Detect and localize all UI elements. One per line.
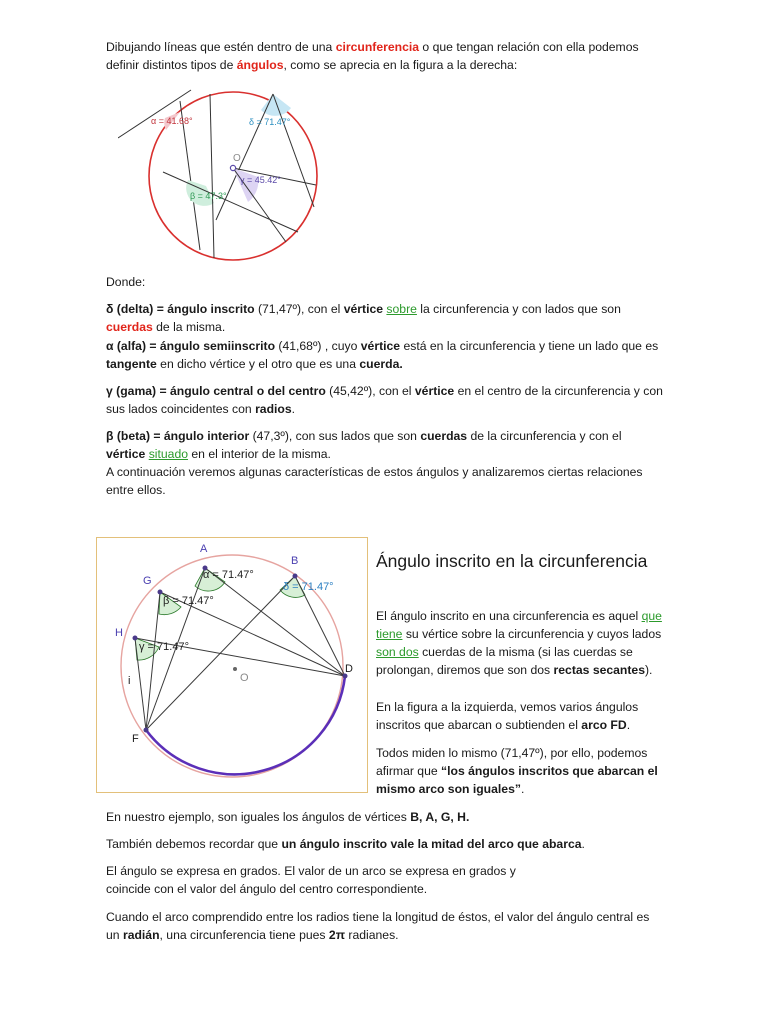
delta-paragraph <box>106 300 661 336</box>
beta-text: en el interior de la misma. <box>188 447 331 461</box>
recordar-bold: un ángulo inscrito vale la mitad del arco que abarca <box>281 837 582 851</box>
continuacion-paragraph: A continuación veremos algunas características de estos ángulos y analizaremos ciertas relaciones entre ellos. <box>106 465 643 497</box>
gama-text: en el centro de la circunferencia y con sus lados coincidentes con <box>106 384 663 416</box>
p3-quote: “los ángulos inscritos que abarcan el mismo arco son iguales” <box>376 764 658 796</box>
delta-text: de la misma. <box>152 320 226 334</box>
link-son-dos[interactable]: son dos <box>376 645 419 659</box>
chord-delta-1 <box>216 94 273 220</box>
alfa-tangente: tangente <box>106 357 157 371</box>
gamma-label: γ = 45.42° <box>240 175 281 185</box>
center-point <box>230 165 235 170</box>
delta-cuerdas: cuerdas <box>106 320 153 334</box>
recordar-text: . <box>581 837 585 851</box>
arc-fd <box>146 676 345 774</box>
alfa-cuerda: cuerda. <box>359 357 403 371</box>
p1-text: cuerdas de la misma (si las cuerdas se prolongan, diremos que son dos <box>376 645 633 677</box>
p3-text: . <box>520 782 525 796</box>
gama-vertice: vértice <box>414 384 455 398</box>
ejemplo-vertices: B, A, G, H. <box>410 810 470 824</box>
delta-label: δ = 71.47° <box>249 117 291 127</box>
radian-text: Cuando el arco comprendido entre los radios tiene la longitud de éstos, el valor del ángulo central es un <box>106 910 650 942</box>
radian-bold: radián <box>122 928 160 942</box>
link-que-tiene[interactable]: que tiene <box>376 609 662 641</box>
grados-paragraph: El ángulo se expresa en grados. El valor de un arco se expresa en grados y coincide con el valor del ángulo del centro correspondiente. <box>106 864 516 896</box>
alpha-label: α = 71.47° <box>203 569 254 581</box>
delta-text: la circunferencia y con lados que son <box>416 302 621 316</box>
recordar-paragraph <box>106 835 666 853</box>
gama-paragraph <box>106 382 666 418</box>
figure2-svg <box>97 538 368 793</box>
gama-text: (45,42º), con el <box>325 384 415 398</box>
alfa-paragraph <box>106 337 666 373</box>
gama-text: . <box>291 402 296 416</box>
recordar-text: También debemos recordar que <box>106 837 282 851</box>
beta-label: β = 71.47° <box>163 595 214 607</box>
section-paragraph-1 <box>376 607 668 679</box>
gamma-label: γ = 71.47° <box>139 641 189 653</box>
beta-paragraph <box>106 427 646 463</box>
alfa-text: (41,68º) , cuyo <box>275 339 361 353</box>
beta-cuerdas: cuerdas <box>420 429 468 443</box>
intro-paragraph <box>106 38 666 74</box>
label-F: F <box>132 733 139 745</box>
beta-term: β (beta) = ángulo interior <box>106 429 250 443</box>
alpha-label: α = 41.68° <box>151 116 193 126</box>
gama-radios: radios <box>255 402 292 416</box>
p1-text: El ángulo inscrito en una circunferencia es aquel <box>376 609 642 623</box>
label-B: B <box>291 555 299 567</box>
beta-text: (47,3º), con sus lados que son <box>249 429 421 443</box>
figure-inscribed-angles <box>96 537 368 793</box>
p1-text: su vértice sobre la circunferencia y cuyos lados <box>402 627 662 641</box>
label-A: A <box>200 543 208 555</box>
figure-angle-types <box>118 82 330 270</box>
chord-delta-2 <box>273 94 314 207</box>
delta-label: δ = 71.47° <box>283 581 334 593</box>
label-D: D <box>345 663 353 675</box>
label-O: O <box>240 672 249 684</box>
alfa-text: está en la circunferencia y tiene un lado que es <box>400 339 659 353</box>
label-i: i <box>128 675 131 687</box>
section-title: Ángulo inscrito en la circunferencia <box>376 551 648 571</box>
alfa-text: en dicho vértice y el otro que es una <box>156 357 360 371</box>
tangent-line <box>118 90 191 138</box>
gama-term: γ (gama) = ángulo central o del centro <box>106 384 326 398</box>
intro-text: , como se aprecia en la figura a la derecha: <box>283 58 518 72</box>
delta-vertice: vértice <box>343 302 384 316</box>
p3-text: Todos miden lo mismo (71,47º), por ello, podemos afirmar que <box>376 746 648 778</box>
beta-text: de la circunferencia y con el <box>467 429 622 443</box>
center-label: O <box>233 153 241 164</box>
beta-label: β = 47.3° <box>190 191 227 201</box>
ejemplo-text: En nuestro ejemplo, son iguales los ángulos de vértices <box>106 810 411 824</box>
intro-highlight-circunferencia: circunferencia <box>335 40 420 54</box>
intro-text: Dibujando líneas que estén dentro de una <box>106 40 336 54</box>
center-point <box>233 667 237 671</box>
link-situado[interactable]: situado <box>148 447 189 461</box>
p2-text: En la figura a la izquierda, vemos varios ángulos inscritos que abarcan o subtienden el <box>376 700 639 732</box>
p2-arco-fd: arco FD <box>581 718 627 732</box>
link-sobre[interactable]: sobre <box>386 302 417 316</box>
beta-vertice: vértice <box>106 447 146 461</box>
p2-text: . <box>626 718 631 732</box>
chord-beta-2 <box>210 94 214 258</box>
radian-text: , una circunferencia tiene pues <box>159 928 329 942</box>
label-H: H <box>115 627 123 639</box>
intro-text: o que tengan relación con ella podemos definir distintos tipos de <box>106 40 639 72</box>
donde-label: Donde: <box>106 275 146 289</box>
section-paragraph-2 <box>376 698 668 734</box>
delta-text: (71,47º), con el <box>254 302 344 316</box>
delta-sector <box>261 94 291 116</box>
p1-text: ). <box>645 663 653 677</box>
label-G: G <box>143 575 152 587</box>
radian-2pi: 2π <box>328 928 346 942</box>
alfa-term: α (alfa) = ángulo semiinscrito <box>106 339 276 353</box>
delta-term: δ (delta) = ángulo inscrito <box>106 302 255 316</box>
ejemplo-paragraph <box>106 808 666 826</box>
radian-text: radianes. <box>345 928 399 942</box>
section-paragraph-3 <box>376 744 668 798</box>
alfa-vertice: vértice <box>360 339 401 353</box>
radian-paragraph <box>106 908 666 944</box>
p1-rectas-secantes: rectas secantes <box>553 663 645 677</box>
intro-highlight-angulos: ángulos <box>236 58 284 72</box>
